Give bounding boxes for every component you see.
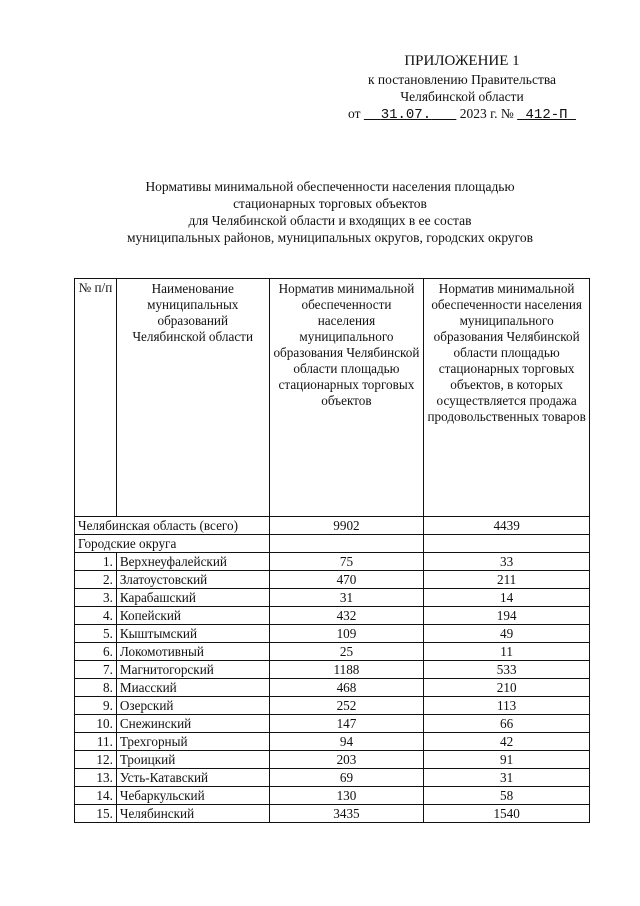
row-name: Челябинский <box>116 805 269 823</box>
row-number: 6. <box>75 643 117 661</box>
header-norm: Норматив минимальной обеспеченности населения муниципального образования Челябинской области площадью стационарных торговых объектов <box>269 279 424 517</box>
row-name: Карабашский <box>116 589 269 607</box>
row-name: Чебаркульский <box>116 787 269 805</box>
table-header-row <box>75 279 590 517</box>
document-title <box>60 178 600 246</box>
row-norm: 203 <box>269 751 424 769</box>
table-row <box>75 805 590 823</box>
row-number: 7. <box>75 661 117 679</box>
row-food-norm: 11 <box>424 643 590 661</box>
row-name: Златоустовский <box>116 571 269 589</box>
appendix-date-line <box>332 105 592 124</box>
row-norm: 147 <box>269 715 424 733</box>
row-name: Магнитогорский <box>116 661 269 679</box>
row-number: 2. <box>75 571 117 589</box>
title-line-2: стационарных торговых объектов <box>233 196 427 211</box>
row-number: 13. <box>75 769 117 787</box>
norms-table <box>74 278 590 823</box>
row-name: Кыштымский <box>116 625 269 643</box>
table-row <box>75 751 590 769</box>
row-name: Усть-Катавский <box>116 769 269 787</box>
table-row <box>75 733 590 751</box>
total-row <box>75 517 590 535</box>
section-empty-cell <box>269 535 424 553</box>
row-norm: 432 <box>269 607 424 625</box>
row-name: Трехгорный <box>116 733 269 751</box>
row-norm: 31 <box>269 589 424 607</box>
total-food: 4439 <box>424 517 590 535</box>
section-title: Городские округа <box>75 535 270 553</box>
row-norm: 1188 <box>269 661 424 679</box>
table-row <box>75 715 590 733</box>
row-norm: 75 <box>269 553 424 571</box>
row-food-norm: 194 <box>424 607 590 625</box>
row-norm: 94 <box>269 733 424 751</box>
row-food-norm: 33 <box>424 553 590 571</box>
appendix-resolution-line: к постановлению Правительства <box>367 72 557 87</box>
row-norm: 25 <box>269 643 424 661</box>
row-name: Троицкий <box>116 751 269 769</box>
row-number: 12. <box>75 751 117 769</box>
row-name: Миасский <box>116 679 269 697</box>
appendix-from-label: от <box>348 106 361 121</box>
header-name: Наименование муниципальных образований Челябинской области <box>116 279 269 517</box>
row-food-norm: 31 <box>424 769 590 787</box>
appendix-date: 31.07. <box>380 107 432 123</box>
appendix-block <box>332 52 592 124</box>
row-food-norm: 210 <box>424 679 590 697</box>
appendix-heading: ПРИЛОЖЕНИЕ 1 <box>404 53 520 69</box>
section-empty-cell <box>424 535 590 553</box>
row-number: 8. <box>75 679 117 697</box>
table-row <box>75 787 590 805</box>
row-food-norm: 42 <box>424 733 590 751</box>
row-number: 15. <box>75 805 117 823</box>
table-row <box>75 643 590 661</box>
row-number: 11. <box>75 733 117 751</box>
row-name: Верхнеуфалейский <box>116 553 269 571</box>
total-name: Челябинская область (всего) <box>75 517 270 535</box>
section-row <box>75 535 590 553</box>
appendix-number: 412-П <box>525 107 568 123</box>
row-name: Локомотивный <box>116 643 269 661</box>
table-row <box>75 607 590 625</box>
title-line-1: Нормативы минимальной обеспеченности населения площадью <box>145 179 515 194</box>
table-row <box>75 661 590 679</box>
row-norm: 252 <box>269 697 424 715</box>
table-row <box>75 571 590 589</box>
row-name: Озерский <box>116 697 269 715</box>
row-norm: 130 <box>269 787 424 805</box>
row-name: Копейский <box>116 607 269 625</box>
row-food-norm: 533 <box>424 661 590 679</box>
row-food-norm: 49 <box>424 625 590 643</box>
row-food-norm: 66 <box>424 715 590 733</box>
table-row <box>75 679 590 697</box>
row-number: 4. <box>75 607 117 625</box>
row-food-norm: 211 <box>424 571 590 589</box>
appendix-region-line: Челябинской области <box>400 89 524 104</box>
row-food-norm: 1540 <box>424 805 590 823</box>
table-row <box>75 769 590 787</box>
title-line-4: муниципальных районов, муниципальных округов, городских округов <box>127 230 533 245</box>
title-line-3: для Челябинской области и входящих в ее состав <box>188 213 472 228</box>
table-row <box>75 589 590 607</box>
total-norm: 9902 <box>269 517 424 535</box>
table-row <box>75 553 590 571</box>
appendix-year-label: 2023 г. № <box>459 106 514 121</box>
row-food-norm: 91 <box>424 751 590 769</box>
header-food-norm: Норматив минимальной обеспеченности населения муниципального образования Челябинской области площадью стационарных торговых объектов, в которых осуществляется продажа продовольственных товаров <box>424 279 590 517</box>
row-food-norm: 14 <box>424 589 590 607</box>
table-row <box>75 625 590 643</box>
row-number: 3. <box>75 589 117 607</box>
row-number: 1. <box>75 553 117 571</box>
row-food-norm: 58 <box>424 787 590 805</box>
row-number: 5. <box>75 625 117 643</box>
row-norm: 3435 <box>269 805 424 823</box>
row-norm: 69 <box>269 769 424 787</box>
row-norm: 468 <box>269 679 424 697</box>
row-food-norm: 113 <box>424 697 590 715</box>
header-number: № п/п <box>75 279 117 517</box>
row-number: 9. <box>75 697 117 715</box>
row-name: Снежинский <box>116 715 269 733</box>
row-norm: 109 <box>269 625 424 643</box>
row-number: 14. <box>75 787 117 805</box>
row-norm: 470 <box>269 571 424 589</box>
table-row <box>75 697 590 715</box>
row-number: 10. <box>75 715 117 733</box>
